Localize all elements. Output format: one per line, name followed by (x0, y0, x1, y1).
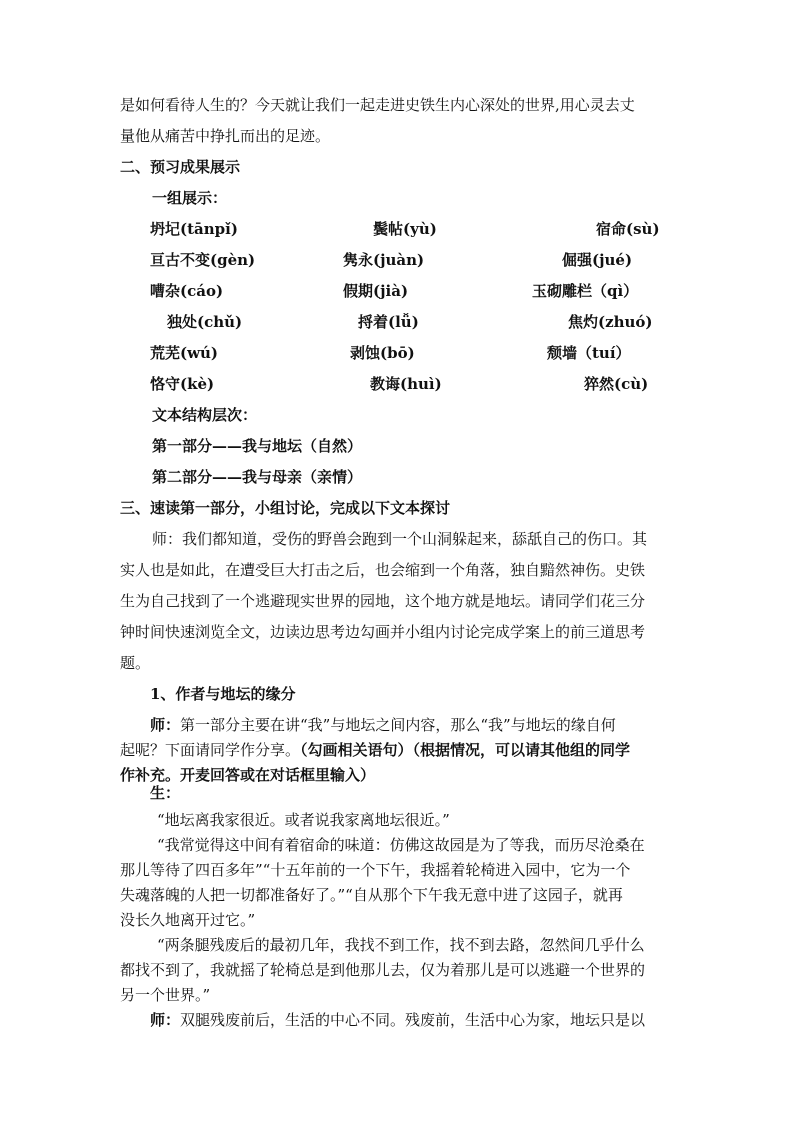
vocab-item: 坍圮(tānpǐ) (150, 220, 238, 238)
vocab-item: 亘古不变(gèn) (150, 251, 256, 269)
teacher-label: 师： (150, 1011, 181, 1029)
vocab-item: 隽永(juàn) (343, 251, 425, 269)
vocab-item: 捋着(lǚ) (358, 313, 419, 331)
teacher-final-text: 双腿残废前后，生活的中心不同。残废前，生活中心为家，地坛只是以 (180, 1011, 646, 1029)
vocab-item: 宿命(sù) (596, 220, 660, 238)
question-text: 第一部分主要在讲“我”与地坛之间内容，那么“我”与地坛的缘自何 (180, 716, 616, 734)
quote-line: “地坛离我家很近。或者说我家离地坛很近。” (157, 811, 450, 829)
student-label: 生： (150, 784, 181, 802)
vocab-item: 独处(chǔ) (167, 313, 243, 331)
quote-line: 没长久地离开过它。” (120, 911, 256, 929)
teacher-paragraph-line: 实人也是如此，在遭受巨大打击之后，也会缩到一个角落，独自黯然神伤。史铁 (120, 561, 646, 579)
structure-part-2: 第二部分——我与母亲（亲情） (152, 468, 363, 486)
section-2-heading: 二、预习成果展示 (120, 158, 241, 176)
vocab-item: 假期(jià) (343, 282, 409, 300)
vocab-item: 嘈杂(cáo) (150, 282, 224, 300)
question-line-3: 作补充。开麦回答或在对话框里输入） (120, 766, 376, 784)
teacher-paragraph-line: 师：我们都知道，受伤的野兽会跑到一个山洞躲起来，舔舐自己的伤口。其 (152, 530, 648, 548)
vocab-item: 焦灼(zhuó) (568, 313, 653, 331)
intro-line-2: 量他从痛苦中挣扎而出的足迹。 (120, 127, 331, 145)
intro-line-1: 是如何看待人生的？今天就让我们一起走进史铁生内心深处的世界,用心灵去丈 (120, 96, 635, 114)
vocab-item: 教诲(huì) (370, 375, 442, 393)
teacher-final-line (150, 1010, 710, 1030)
vocab-item: 荒芜(wú) (150, 344, 219, 362)
teacher-paragraph-line: 生为自己找到了一个逃避现实世界的园地，这个地方就是地坛。请同学们花三分 (120, 592, 646, 610)
structure-part-1: 第一部分——我与地坛（自然） (152, 437, 363, 455)
question-text: 起呢？下面请同学作分享。 (120, 741, 301, 759)
quote-line: 那儿等待了四百多年”“十五年前的一个下午，我摇着轮椅进入园中，它为一个 (120, 861, 631, 879)
quote-line: “我常觉得这中间有着宿命的味道：仿佛这故园是为了等我，而历尽沧桑在 (157, 836, 645, 854)
quote-line: 失魂落魄的人把一切都准备好了。”“自从那个下午我无意中进了这园子，就再 (120, 886, 623, 904)
question-line-2 (120, 740, 680, 760)
question-instruction: （勾画相关语句）（根据情况，可以请其他组的同学 (300, 741, 631, 759)
quote-line: “两条腿残废后的最初几年，我找不到工作，找不到去路，忽然间几乎什么 (157, 936, 645, 954)
teacher-paragraph-line: 题。 (120, 654, 151, 672)
quote-line: 另一个世界。” (120, 986, 211, 1004)
teacher-paragraph-line: 钟时间快速浏览全文，边读边思考边勾画并小组内讨论完成学案上的前三道思考 (120, 623, 646, 641)
teacher-label: 师： (150, 716, 181, 734)
section-3-heading: 三、速读第一部分，小组讨论，完成以下文本探讨 (120, 499, 451, 517)
structure-label: 文本结构层次： (152, 406, 258, 424)
vocab-item: 倔强(jué) (562, 251, 633, 269)
vocab-item: 恪守(kè) (150, 375, 215, 393)
quote-line: 都找不到了，我就摇了轮椅总是到他那儿去，仅为着那儿是可以逃避一个世界的 (120, 961, 646, 979)
vocab-item: 颓墙（tuí） (547, 344, 631, 362)
subsection-1-heading: 1、作者与地坛的缘分 (150, 685, 296, 703)
vocab-item: 剥蚀(bō) (350, 344, 415, 362)
question-line-1 (150, 715, 710, 735)
vocab-item: 鬓帖(yù) (373, 220, 437, 238)
vocab-item: 猝然(cù) (584, 375, 649, 393)
group-label: 一组展示： (152, 189, 228, 207)
vocab-item: 玉砌雕栏（qì） (532, 282, 639, 300)
